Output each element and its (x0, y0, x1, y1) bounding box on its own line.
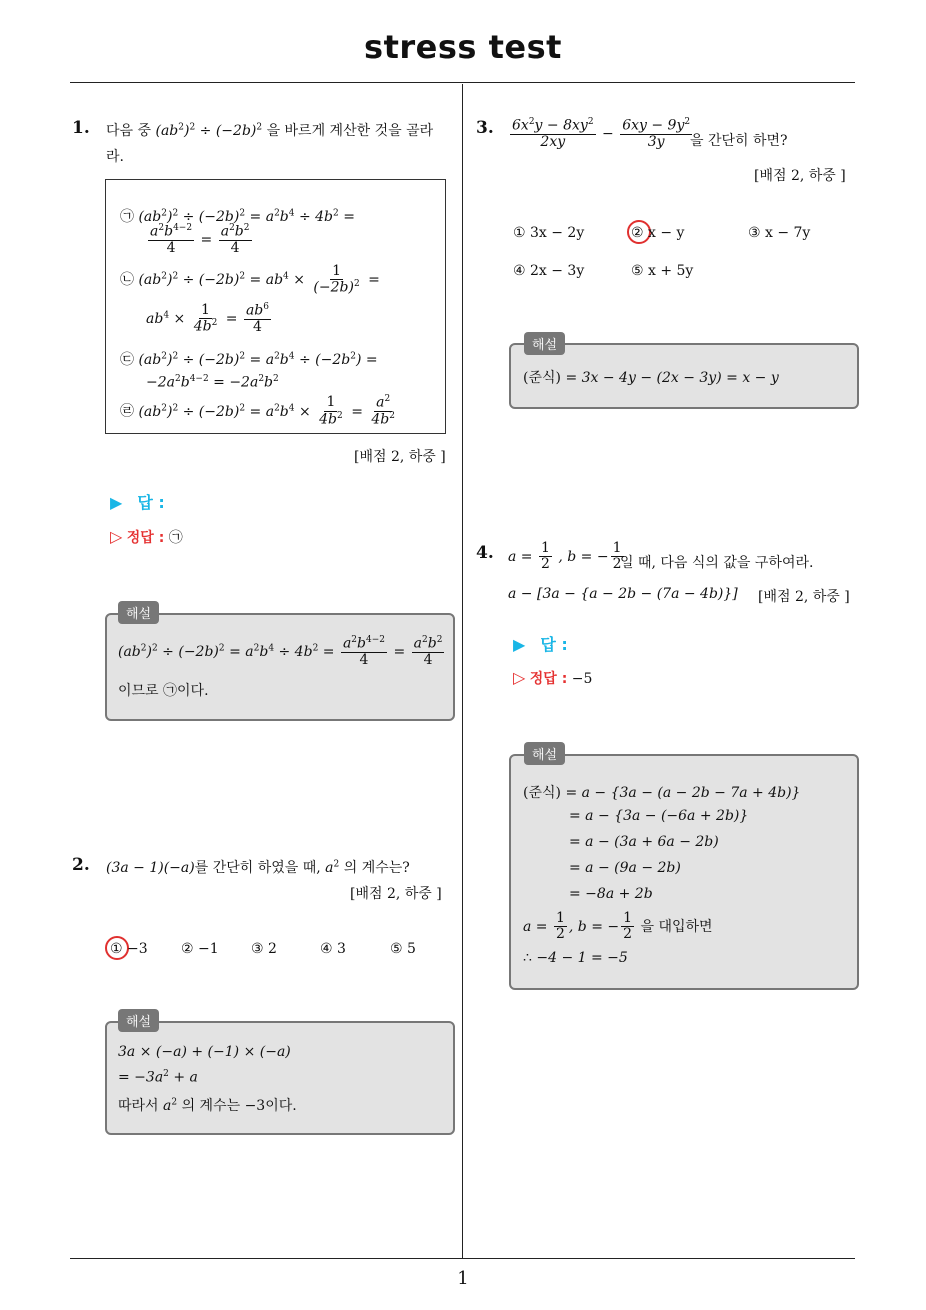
header-rule (70, 82, 855, 83)
q4-explanation-line3: = a − (3a + 6a − 2b) (569, 834, 719, 850)
q1-choice-3[interactable]: ㉢ $(ab^2)^2 \div (-2b)^2 = a^2b^4 \div (-2b^2)$ = (120, 351, 378, 368)
answer-label: 답 : (540, 635, 568, 654)
q1-stem-c: 라. (106, 149, 124, 165)
q1-correct-row (110, 527, 183, 547)
q4-explanation-line2: = a − {3a − (−6a + 2b)} (569, 808, 749, 824)
q2-option-5[interactable]: ⑤ 5 (390, 941, 416, 957)
q2-stem-text: 를 간단히 하였을 때, (194, 860, 321, 876)
q1-choice-3-cont: $-2a^2b^{4-2} = -2a^2b^2$ (146, 374, 279, 391)
correct-label: 정답 : (529, 671, 568, 687)
q3-option-5[interactable]: ⑤ x + 5y (631, 263, 694, 279)
q1-stem-b: 을 바르게 계산한 것을 골라 (266, 123, 434, 139)
q4-correct-row (513, 668, 592, 688)
q3-option-4[interactable]: ④ 2x − 3y (513, 263, 585, 279)
page-title: stress test (364, 28, 562, 66)
q4-explanation-tag: 해설 (524, 742, 565, 765)
q2-number: 2. (72, 855, 90, 875)
q3-option-1[interactable]: ① 3x − 2y (513, 225, 585, 241)
q1-choice-2-cont: $ab^4$ × $\frac{1}{4b^2}$ = $\frac{ab^6}{4}$ (146, 302, 269, 336)
q1-answer-row (110, 490, 165, 513)
q2-explain-text-a: 따라서 (118, 1098, 159, 1114)
q2-stem: (3a − 1)(−a)를 간단히 하였을 때, $a^2$ 의 계수는? (106, 859, 410, 876)
q1-choice-2[interactable]: ㉡ $(ab^2)^2 \div (-2b)^2 = ab^4$ × $\frac{1}{(-2b)^2}$ = (120, 263, 380, 297)
choice-marker: ㉣ (120, 403, 134, 420)
q3-option-3[interactable]: ③ x − 7y (748, 225, 811, 241)
q2-option-4[interactable]: ④ 3 (320, 941, 346, 957)
q1-choice-1[interactable]: ㉠ $(ab^2)^2 \div (-2b)^2 = a^2b^4 \div 4b^2$ = (120, 208, 355, 225)
q3-number: 3. (476, 118, 494, 138)
q2-option-3[interactable]: ③ 2 (251, 941, 277, 957)
q1-stem-a: 다음 중 (106, 123, 152, 139)
correct-label: 정답 : (126, 530, 165, 546)
page-number: 1 (457, 1268, 469, 1289)
q4-explanation-line6: a = $\frac{1}{2}$ , b = − $\frac{1}{2}$ 을 대입하면 (523, 910, 713, 943)
q1-explanation-line1: $(ab^2)^2 \div (-2b)^2 = a^2b^4 \div 4b^2$ = $\frac{a^2b^{4-2}}{4}$ = $\frac{a^2b^2}{4}$ (118, 635, 443, 669)
q1-stem (106, 120, 433, 140)
footer-rule (70, 1258, 855, 1259)
q3-meta: [배점 2, 하중 ] (754, 168, 846, 184)
q4-explanation-line5: = −8a + 2b (569, 886, 653, 902)
q2-option-1[interactable]: ① −3 (110, 941, 148, 957)
q3-explain-prefix: (준식) (523, 370, 561, 386)
q1-correct-value: ㉠ (168, 530, 183, 546)
q2-explanation-tag: 해설 (118, 1009, 159, 1032)
q4-explanation-line1: (준식) = a − {3a − (a − 2b − 7a + 4b)} (523, 785, 801, 801)
q2-explanation-line2: = $-3a^2 + a$ (118, 1069, 198, 1086)
column-divider (462, 84, 463, 1259)
q4-number: 4. (476, 543, 494, 563)
q4-explain-prefix: (준식) (523, 785, 561, 801)
play-icon: ▶ (513, 635, 526, 654)
answer-label: 답 : (137, 493, 165, 512)
q3-explanation-tag: 해설 (524, 332, 565, 355)
q2-explanation-line1: 3a × (−a) + (−1) × (−a) (118, 1044, 291, 1060)
q1-explanation-tag: 해설 (118, 601, 159, 624)
choice-marker: ㉢ (120, 352, 134, 368)
choice-marker: ㉡ (120, 272, 134, 289)
q4-expression: a − [3a − {a − 2b − (7a − 4b)}] (508, 586, 738, 602)
play-outline-icon: ▷ (110, 527, 123, 546)
q1-number: 1. (72, 118, 90, 138)
q4-condition: a = $\frac{1}{2}$ , b = − $\frac{1}{2}$ (508, 540, 622, 573)
q1-meta: [배점 2, 하중 ] (354, 449, 446, 465)
q2-option-2[interactable]: ② −1 (181, 941, 219, 957)
choice-marker: ㉠ (120, 209, 134, 225)
q4-explanation-line4: = a − (9a − 2b) (569, 860, 681, 876)
q1-expression: $(ab^2)^2 \div (-2b)^2$ (155, 122, 263, 139)
q2-stem-text2: 의 계수는? (343, 860, 410, 876)
q4-answer-row (513, 632, 568, 655)
q4-meta: [배점 2, 하중 ] (758, 589, 850, 605)
q4-stem-text: 일 때, 다음 식의 값을 구하여라. (620, 555, 814, 571)
q1-explanation-line2: 이므로 ㉠이다. (118, 683, 209, 699)
q2-explain-text-b: 의 계수는 −3이다. (181, 1098, 297, 1114)
q2-explanation-line3: 따라서 $a^2$ 의 계수는 −3이다. (118, 1097, 297, 1114)
q3-stem-text: 을 간단히 하면? (690, 133, 788, 149)
play-icon: ▶ (110, 493, 123, 512)
q3-explanation-line1: (준식) = 3x − 4y − (2x − 3y) = x − y (523, 370, 779, 386)
q3-expression: $\frac{6x^2y - 8xy^2}{2xy}$ − $\frac{6xy - 9y^2}{3y}$ (512, 117, 691, 151)
q1-choice-1-cont: $\frac{a^2b^{4-2}}{4}$ = $\frac{a^2b^2}{4}$ (150, 223, 250, 257)
q4-correct-value: −5 (571, 671, 593, 687)
q2-meta: [배점 2, 하중 ] (350, 886, 442, 902)
play-outline-icon: ▷ (513, 668, 526, 687)
q3-option-2[interactable]: ② x − y (631, 225, 685, 241)
q1-choice-4[interactable]: ㉣ $(ab^2)^2 \div (-2b)^2 = a^2b^4$ × $\frac{1}{4b^2}$ = $\frac{a^2}{4b^2}$ (120, 394, 395, 428)
q4-explanation-line7: ∴ −4 − 1 = −5 (523, 950, 628, 966)
q4-substitute-text: 을 대입하면 (640, 918, 713, 935)
